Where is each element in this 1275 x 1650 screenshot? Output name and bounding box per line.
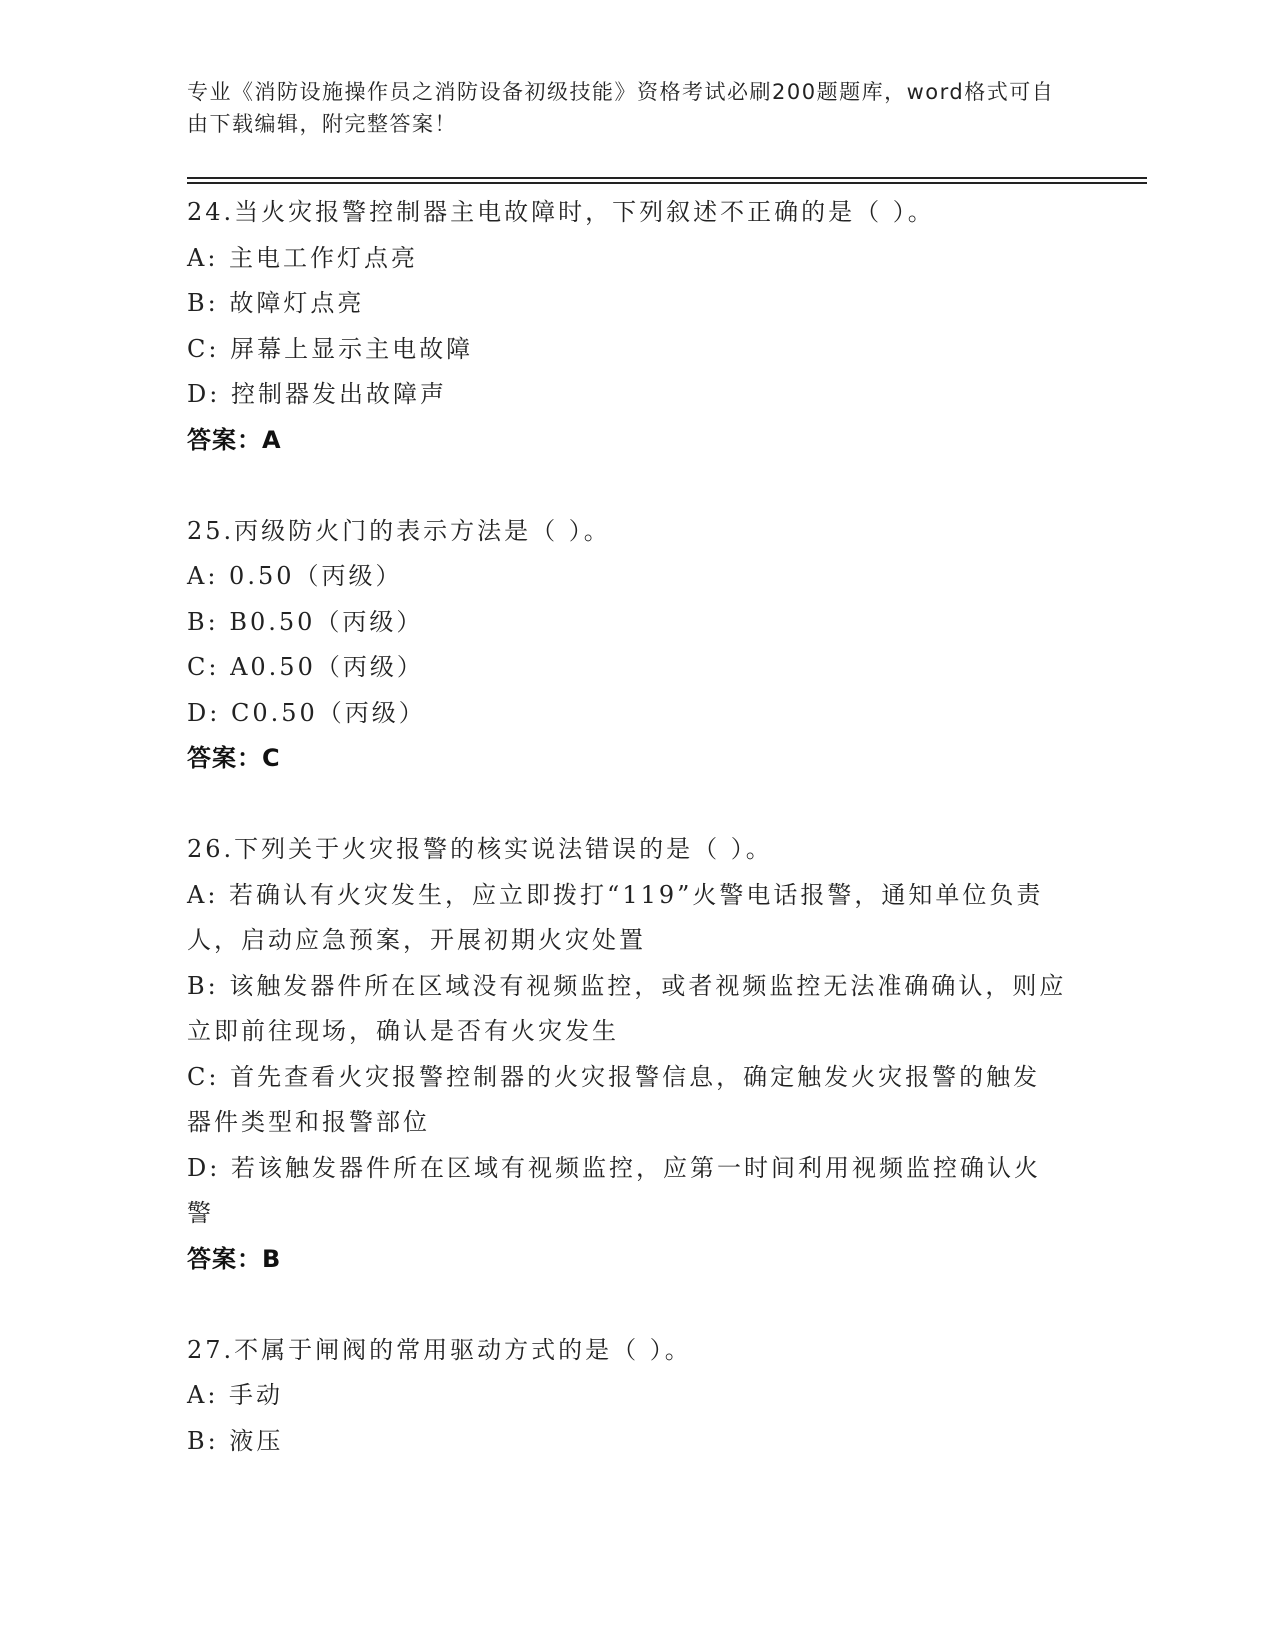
option-b: B: 该触发器件所在区域没有视频监控，或者视频监控无法准确确认，则应立即前往现场，确认是否有火灾发生 — [187, 971, 1067, 1045]
option-c: C: 屏幕上显示主电故障 — [187, 334, 474, 363]
question-27 — [187, 1328, 1067, 1465]
question-24 — [187, 190, 1067, 463]
question-stem: 25.丙级防火门的表示方法是（ ）。 — [187, 516, 611, 545]
question-26 — [187, 827, 1067, 1282]
answer: 答案：B — [187, 1244, 282, 1273]
document-header: 专业《消防设施操作员之消防设备初级技能》资格考试必刷200题题库，word格式可自由下载编辑，附完整答案！ — [187, 80, 1055, 136]
question-stem: 24.当火灾报警控制器主电故障时，下列叙述不正确的是（ ）。 — [187, 198, 935, 226]
question-stem: 27.不属于闸阀的常用驱动方式的是（ ）。 — [187, 1335, 692, 1364]
answer: 答案：C — [187, 744, 281, 772]
option-b: B: B0.50（丙级） — [187, 607, 424, 636]
option-b: B: 液压 — [187, 1426, 284, 1455]
option-a: A: 0.50（丙级） — [187, 562, 403, 590]
option-a: A: 手动 — [187, 1381, 284, 1409]
option-b: B: 故障灯点亮 — [187, 289, 365, 317]
question-list — [187, 190, 1067, 1464]
option-c: C: 首先查看火灾报警控制器的火灾报警信息，确定触发火灾报警的触发器件类型和报警部位 — [187, 1062, 1041, 1136]
answer: 答案：A — [187, 425, 282, 454]
question-stem: 26.下列关于火灾报警的核实说法错误的是（ ）。 — [187, 835, 773, 863]
option-a: A: 若确认有火灾发生，应立即拨打“119”火警电话报警，通知单位负责人，启动应急预案，开展初期火灾处置 — [187, 880, 1044, 954]
question-25 — [187, 509, 1067, 782]
header-divider-top — [187, 177, 1147, 179]
option-c: C: A0.50（丙级） — [187, 653, 424, 681]
option-d: D: 控制器发出故障声 — [187, 380, 447, 408]
option-d: D: 若该触发器件所在区域有视频监控，应第一时间利用视频监控确认火警 — [187, 1153, 1041, 1227]
option-d: D: C0.50（丙级） — [187, 698, 426, 727]
header-divider-bottom — [187, 182, 1147, 184]
option-a: A: 主电工作灯点亮 — [187, 243, 419, 272]
